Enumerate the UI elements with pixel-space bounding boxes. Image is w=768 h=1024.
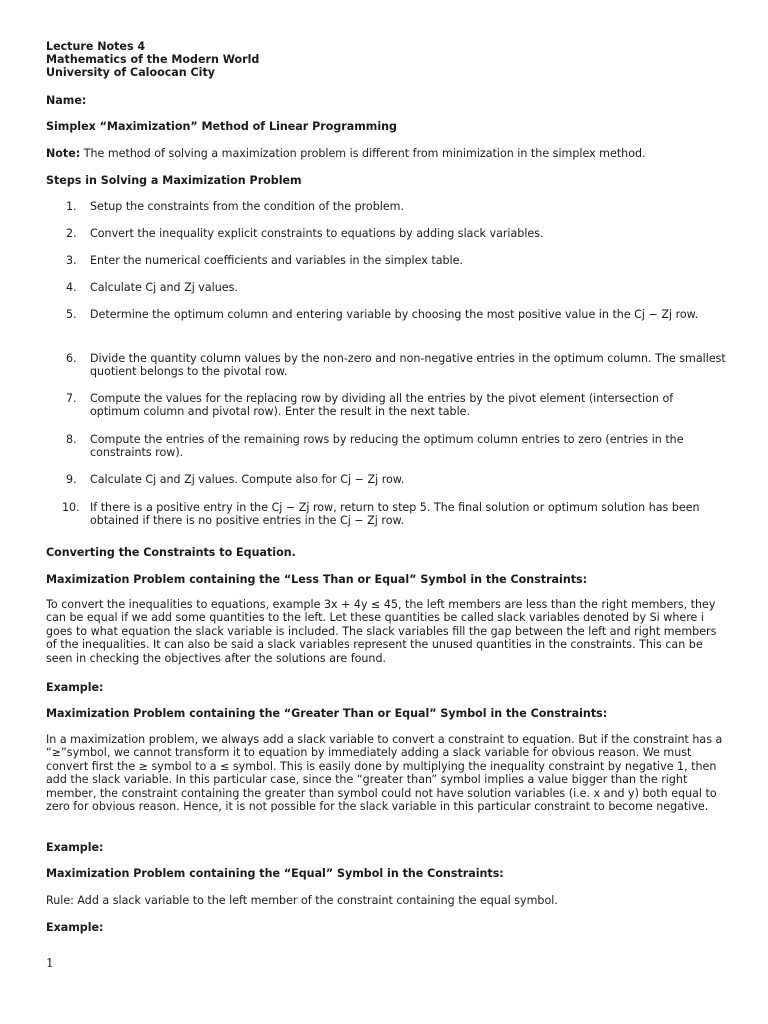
page-title: Simplex “Maximization” Method of Linear Programming <box>46 120 397 133</box>
step-number: 7. <box>66 392 77 405</box>
step-number: 5. <box>66 308 77 321</box>
converting-heading: Converting the Constraints to Equation. <box>46 546 296 559</box>
step-number: 9. <box>66 473 77 486</box>
header-course: Mathematics of the Modern World <box>46 53 260 66</box>
less-than-paragraph: To convert the inequalities to equations, example 3x + 4y ≤ 45, the left members are less than the right members, they can be equal if we add some quantities to the left. Let these quantities be called slack variables denoted by Si where i goes to what equation the slack variable is included. The slack variables fill the gap between the left and right members of the inequalities. It can also be said a slack variables represent the unused quantities in the constraints. This can be seen in checking the objectives after the solutions are found. <box>46 598 717 665</box>
step-text: If there is a positive entry in the Cj − Zj row, return to step 5. The final solution or optimum solution has been obtained if there is no positive entries in the Cj − Zj row. <box>90 501 700 528</box>
step-text: Compute the values for the replacing row by dividing all the entries by the pivot element (intersection of optimum column and pivotal row). Enter the result in the next table. <box>90 392 674 419</box>
equal-example-label: Example: <box>46 921 104 934</box>
greater-than-heading: Maximization Problem containing the “Greater Than or Equal” Symbol in the Constraints: <box>46 707 608 720</box>
step-text: Divide the quantity column values by the non-zero and non-negative entries in the optimum column. The smallest quotient belongs to the pivotal row. <box>90 352 726 379</box>
step-text: Setup the constraints from the condition of the problem. <box>90 200 404 213</box>
less-than-example-label: Example: <box>46 681 104 694</box>
steps-heading: Steps in Solving a Maximization Problem <box>46 174 302 187</box>
less-than-heading: Maximization Problem containing the “Less Than or Equal” Symbol in the Constraints: <box>46 573 588 586</box>
greater-than-paragraph: In a maximization problem, we always add a slack variable to convert a constraint to equation. But if the constraint has a “≥”symbol, we cannot transform it to equation by immediately adding a slack variable for obvious reason. We must convert first the ≥ symbol to a ≤ symbol. This is easily done by multiplying the inequality constraint by negative 1, then add the slack variable. In this particular case, since the “greater than” symbol implies a value bigger than the right member, the constraint containing the greater than symbol could not have solution variables (i.e. x and y) both equal to zero for obvious reason. Hence, it is not possible for the slack variable in this particular constraint to become negative. <box>46 733 723 814</box>
step-text: Calculate Cj and Zj values. Compute also for Cj − Zj row. <box>90 473 405 486</box>
step-number: 10. <box>62 501 80 514</box>
step-number: 3. <box>66 254 77 267</box>
step-number: 4. <box>66 281 77 294</box>
step-text: Convert the inequality explicit constraints to equations by adding slack variables. <box>90 227 544 240</box>
step-number: 2. <box>66 227 77 240</box>
greater-than-example-label: Example: <box>46 841 104 854</box>
equal-paragraph: Rule: Add a slack variable to the left member of the constraint containing the equal symbol. <box>46 894 558 907</box>
note-label: Note: <box>46 147 81 160</box>
step-text: Compute the entries of the remaining rows by reducing the optimum column entries to zero (entries in the constraints row). <box>90 433 684 460</box>
step-text: Enter the numerical coefficients and variables in the simplex table. <box>90 254 463 267</box>
equal-heading: Maximization Problem containing the “Equal” Symbol in the Constraints: <box>46 867 504 880</box>
name-label: Name: <box>46 94 87 107</box>
step-text: Calculate Cj and Zj values. <box>90 281 238 294</box>
note-text: The method of solving a maximization problem is different from minimization in the simplex method. <box>80 147 646 160</box>
step-number: 6. <box>66 352 77 365</box>
step-number: 8. <box>66 433 77 446</box>
header-lecture-notes: Lecture Notes 4 <box>46 40 146 53</box>
step-number: 1. <box>66 200 77 213</box>
step-text: Determine the optimum column and entering variable by choosing the most positive value in the Cj − Zj row. <box>90 308 699 321</box>
note-paragraph <box>46 147 726 160</box>
page-number: 1 <box>46 956 54 970</box>
header-university: University of Caloocan City <box>46 66 216 79</box>
